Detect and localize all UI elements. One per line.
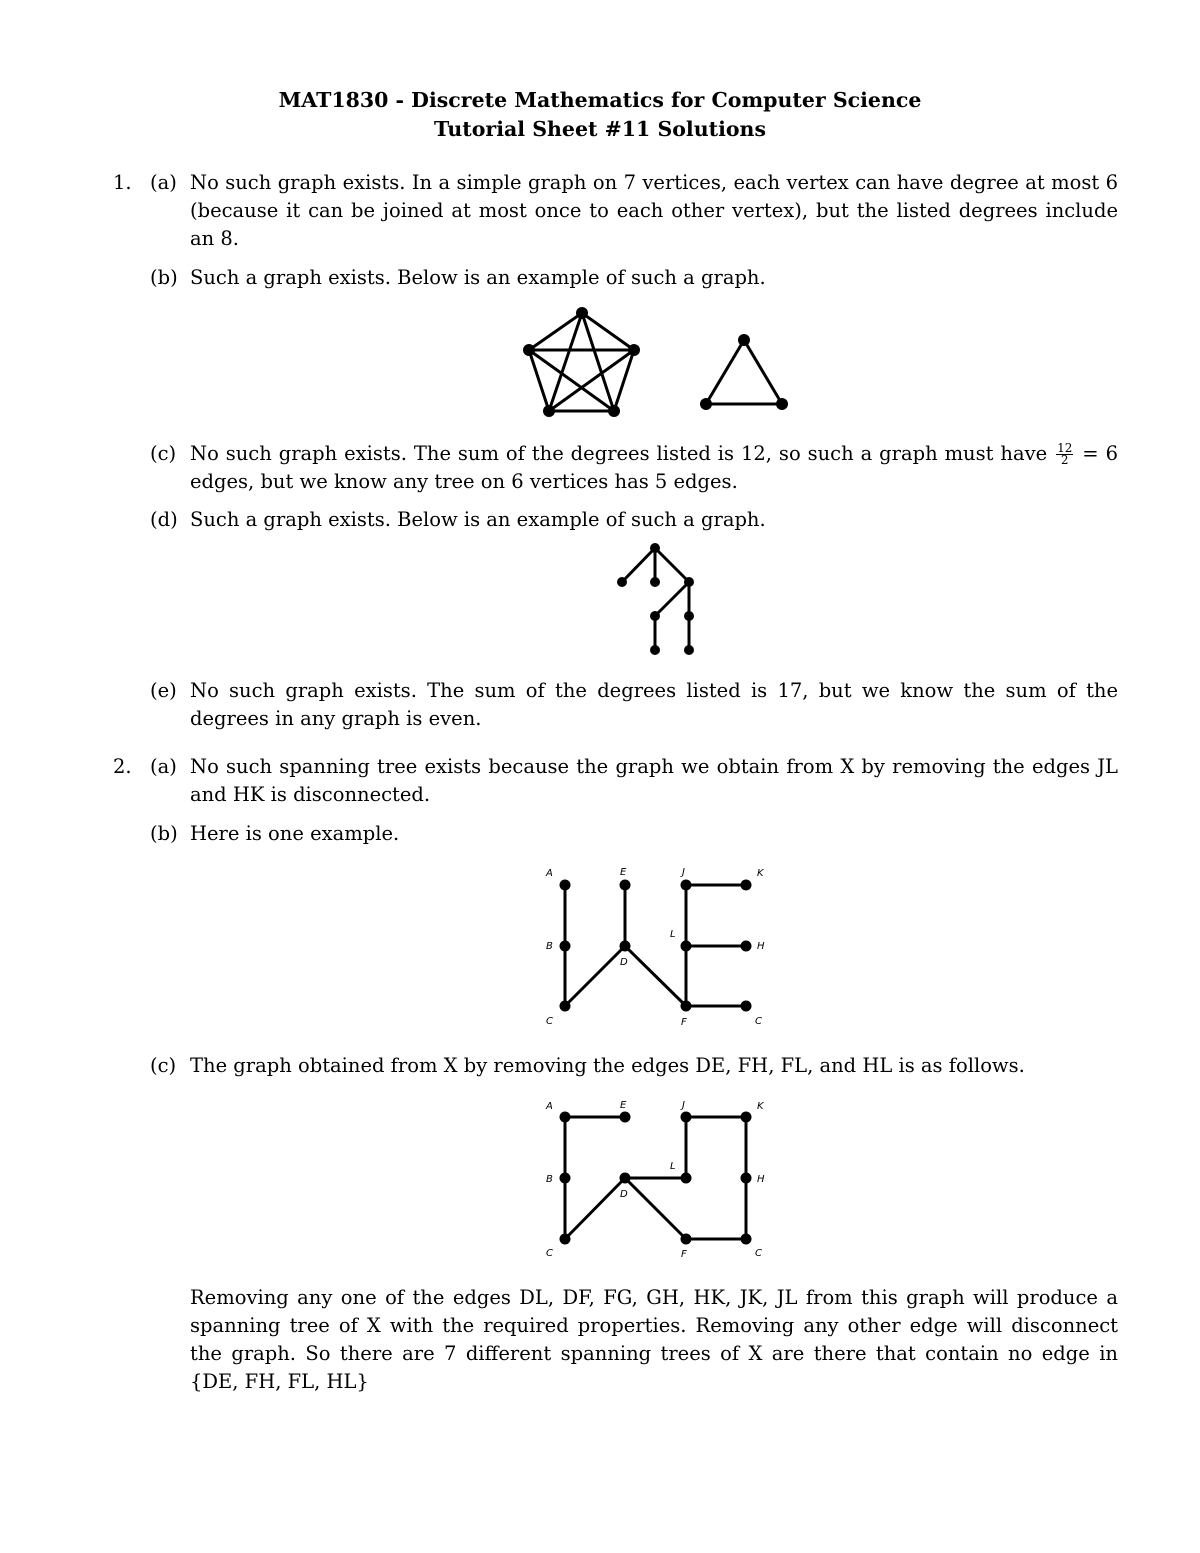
q1d-label: (d) xyxy=(150,508,178,531)
q2c-conclusion: Removing any one of the edges DL, DF, FG, GH, HK, JK, JL from this graph will produce a spanning tree of X with the required properties. Removing any other edge will disconnect the graph. So there are 7 different spanning trees of X are there that contain no edge in {DE, FH, FL, HL} xyxy=(190,1286,1118,1393)
vertex-label-g: C xyxy=(755,1016,762,1027)
vertex-label-d: D xyxy=(620,957,628,968)
vertex-label-a: A xyxy=(546,1101,553,1112)
vertex-label-e: E xyxy=(620,1100,627,1111)
q1a-label: (a) xyxy=(150,171,177,194)
vertex-label-c: C xyxy=(546,1016,553,1027)
document-title: MAT1830 - Discrete Mathematics for Computer Science xyxy=(278,88,922,112)
q1c-text-after: = 6 edges, but we know any tree on 6 vertices has 5 edges. xyxy=(190,442,1118,493)
vertex-label-a: A xyxy=(546,868,553,879)
vertex-label-h: H xyxy=(757,1174,765,1185)
vertex-label-k: K xyxy=(757,1101,764,1112)
vertex-label-l: L xyxy=(670,929,676,940)
q2a-label: (a) xyxy=(150,755,177,778)
vertex-label-f: F xyxy=(681,1017,687,1028)
vertex-label-f: F xyxy=(681,1249,687,1260)
vertex-label-b: B xyxy=(546,1174,553,1185)
q1c-fraction-numerator: 12 xyxy=(1057,441,1073,455)
vertex-label-g: C xyxy=(755,1248,762,1259)
q1c-fraction-denominator: 2 xyxy=(1060,453,1069,467)
reduced-graph-edges xyxy=(565,1117,746,1239)
q1b-label: (b) xyxy=(150,266,178,289)
q1c-label: (c) xyxy=(150,442,177,465)
question-2-number: 2. xyxy=(113,755,132,778)
q2c-label: (c) xyxy=(150,1054,177,1077)
reduced-graph-labels xyxy=(545,1100,765,1260)
q2b-text: Here is one example. xyxy=(190,822,400,845)
vertex-label-j: J xyxy=(682,1100,685,1111)
vertex-label-e: E xyxy=(620,867,627,878)
q1b-text: Such a graph exists. Below is an example of such a graph. xyxy=(190,266,766,289)
q1e-text: No such graph exists. The sum of the degrees listed is 17, but we know the sum of the degrees in any graph is even. xyxy=(190,679,1118,730)
vertex-label-c: C xyxy=(546,1248,553,1259)
vertex-label-d: D xyxy=(620,1189,628,1200)
q2c-text: The graph obtained from X by removing the edges DE, FH, FL, and HL is as follows. xyxy=(190,1054,1025,1077)
q1a-text: No such graph exists. In a simple graph on 7 vertices, each vertex can have degree at most 6 (because it can be joined at most once to each other vertex), but the listed degrees include an 8. xyxy=(190,171,1118,250)
q1d-text: Such a graph exists. Below is an example of such a graph. xyxy=(190,508,766,531)
vertex-label-h: H xyxy=(757,941,765,952)
q2b-label: (b) xyxy=(150,822,178,845)
vertex-label-l: L xyxy=(670,1161,676,1172)
q1c-text-before: No such graph exists. The sum of the degrees listed is 12, so such a graph must have xyxy=(190,442,1048,465)
vertex-label-k: K xyxy=(757,868,764,879)
vertex-label-j: J xyxy=(682,867,685,878)
question-1-number: 1. xyxy=(113,171,132,194)
q1e-label: (e) xyxy=(150,679,177,702)
document-subtitle: Tutorial Sheet #11 Solutions xyxy=(433,117,766,141)
vertex-label-b: B xyxy=(546,941,553,952)
q2a-text: No such spanning tree exists because the graph we obtain from X by removing the edges JL and HK is disconnected. xyxy=(190,755,1118,806)
